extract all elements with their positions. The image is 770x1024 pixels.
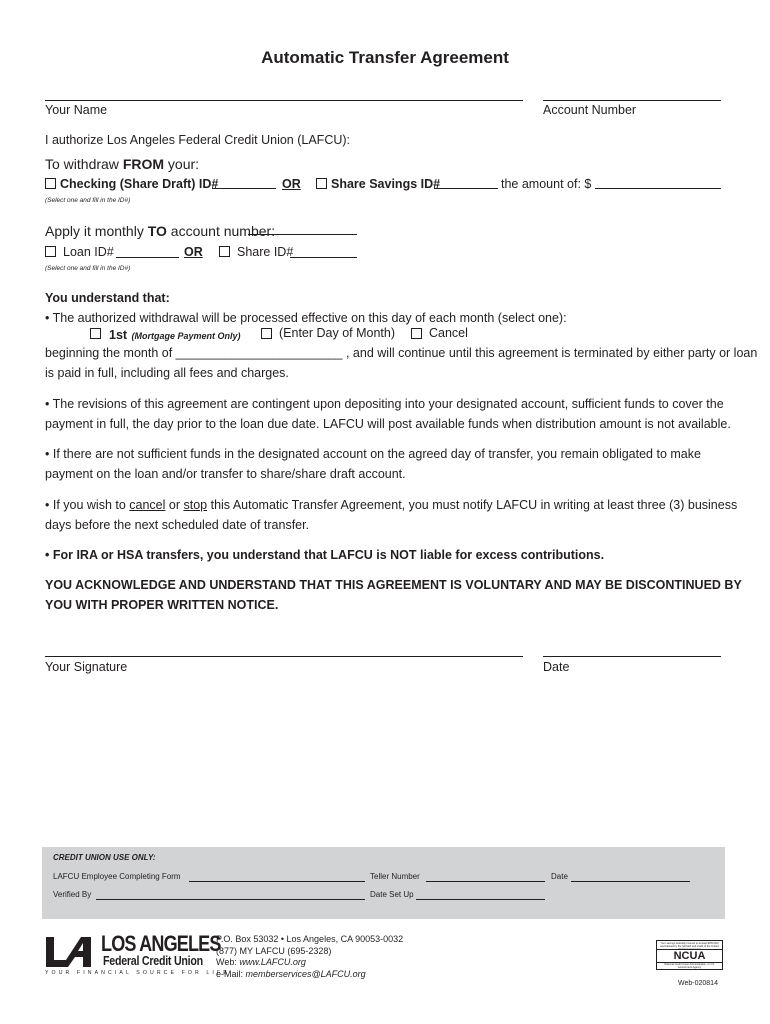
loan-id-field[interactable] xyxy=(116,257,179,258)
savings-checkbox[interactable] xyxy=(316,178,327,189)
understand-heading: You understand that: xyxy=(45,291,170,305)
authorize-text: I authorize Los Angeles Federal Credit Union (LAFCU): xyxy=(45,133,351,147)
date-label: Date xyxy=(543,660,570,674)
form-code: Web-020814 xyxy=(678,980,718,987)
cu-teller-label: Teller Number xyxy=(370,872,420,881)
amount-label: the amount of: $ xyxy=(501,177,592,191)
apply-or: OR xyxy=(184,245,203,259)
cu-verified-field[interactable] xyxy=(96,899,365,900)
withdraw-note: (Select one and fill in the ID#) xyxy=(45,197,131,204)
bullet-withdrawal: • The authorized withdrawal will be processed effective on this day of each month (select one): xyxy=(45,311,567,325)
share-id-field[interactable] xyxy=(290,257,357,258)
page-title: Automatic Transfer Agreement xyxy=(261,48,509,67)
checking-id-field[interactable] xyxy=(212,188,276,189)
checking-checkbox[interactable] xyxy=(45,178,56,189)
first-day-checkbox[interactable] xyxy=(90,328,101,339)
bullet-revisions: • The revisions of this agreement are contingent upon depositing into your designated account, sufficient funds to cover the payment in full, the day prior to the loan due date. LAFCU will post available funds when distribution amount is not available. xyxy=(45,397,731,431)
date-field[interactable] xyxy=(543,656,721,657)
signature-label: Your Signature xyxy=(45,660,128,674)
apply-heading: Apply it monthly TO account number: xyxy=(45,223,276,239)
cancel-label: Cancel xyxy=(429,326,468,340)
ncua-badge-text: NCUA xyxy=(657,949,722,963)
bullet-ira-hsa: • For IRA or HSA transfers, you understand that LAFCU is NOT liable for excess contributions. xyxy=(45,548,605,562)
bullet-insufficient-funds: • If there are not sufficient funds in the designated account on the agreed day of transfer, you remain obligated to make payment on the loan and/or transfer to share/share draft account. xyxy=(45,447,701,481)
logo-name: LOS ANGELES xyxy=(101,931,221,956)
your-name-field[interactable] xyxy=(45,100,523,101)
withdraw-or: OR xyxy=(282,177,301,191)
account-number-field[interactable] xyxy=(543,100,721,101)
share-checkbox[interactable] xyxy=(219,246,230,257)
cu-date-setup-label: Date Set Up xyxy=(370,890,414,899)
ncua-badge xyxy=(656,940,723,970)
signature-field[interactable] xyxy=(45,656,523,657)
savings-label: Share Savings ID# xyxy=(331,177,441,191)
bullet-cancel-stop: • If you wish to cancel or stop this Automatic Transfer Agreement, you must notify LAFCU in writing at least three (3) business days before the next scheduled date of transfer. xyxy=(45,498,738,532)
your-name-label: Your Name xyxy=(45,103,108,117)
logo-subname: Federal Credit Union xyxy=(103,953,203,968)
footer-address: P.O. Box 53032 • Los Angeles, CA 90053-0032 (877) MY LAFCU (695-2328) Web: www.LAFCU.org e-Mail: memberservices@LAFCU.org xyxy=(216,934,404,979)
enter-day-label: (Enter Day of Month) xyxy=(279,326,396,340)
apply-note: (Select one and fill in the ID#) xyxy=(45,265,131,272)
account-number-label: Account Number xyxy=(543,103,637,117)
cu-verified-label: Verified By xyxy=(53,890,92,899)
cu-use-heading: CREDIT UNION USE ONLY: xyxy=(53,853,156,862)
lafcu-logo-mark-icon xyxy=(44,933,100,967)
acknowledgement: YOU ACKNOWLEDGE AND UNDERSTAND THAT THIS AGREEMENT IS VOLUNTARY AND MAY BE DISCONTINUED BY YOU WITH PROPER WRITTEN NOTICE. xyxy=(45,578,742,612)
ncua-badge-bottom-text: National Credit Union Administration, a U.S. Government Agency xyxy=(664,963,715,969)
apply-account-field[interactable] xyxy=(248,234,357,235)
first-day-label: 1st (Mortgage Payment Only) xyxy=(109,328,241,342)
checking-label: Checking (Share Draft) ID# xyxy=(60,177,219,191)
cu-date-label: Date xyxy=(551,872,568,881)
cu-date-setup-field[interactable] xyxy=(416,899,545,900)
ncua-badge-top-text: Your savings federally insured to at least $250,000 and backed by the full faith and credit of the United xyxy=(660,942,719,948)
loan-checkbox[interactable] xyxy=(45,246,56,257)
beginning-paragraph: beginning the month of ________________________ , and will continue until this agreement is terminated by either party or loan is paid in full, including all fees and charges. xyxy=(45,346,758,380)
savings-id-field[interactable] xyxy=(434,188,498,189)
cu-teller-field[interactable] xyxy=(426,881,545,882)
cu-employee-field[interactable] xyxy=(189,881,365,882)
loan-label: Loan ID# xyxy=(63,245,114,259)
amount-field[interactable] xyxy=(595,188,721,189)
cancel-checkbox[interactable] xyxy=(411,328,422,339)
cu-employee-label: LAFCU Employee Completing Form xyxy=(53,872,181,881)
share-label: Share ID# xyxy=(237,245,294,259)
cu-date-field[interactable] xyxy=(571,881,690,882)
beginning-month-field[interactable]: ________________________ xyxy=(175,346,343,360)
withdraw-heading: To withdraw FROM your: xyxy=(45,156,200,172)
enter-day-checkbox[interactable] xyxy=(261,328,272,339)
logo-tagline: YOUR FINANCIAL SOURCE FOR LIFE xyxy=(45,970,230,976)
